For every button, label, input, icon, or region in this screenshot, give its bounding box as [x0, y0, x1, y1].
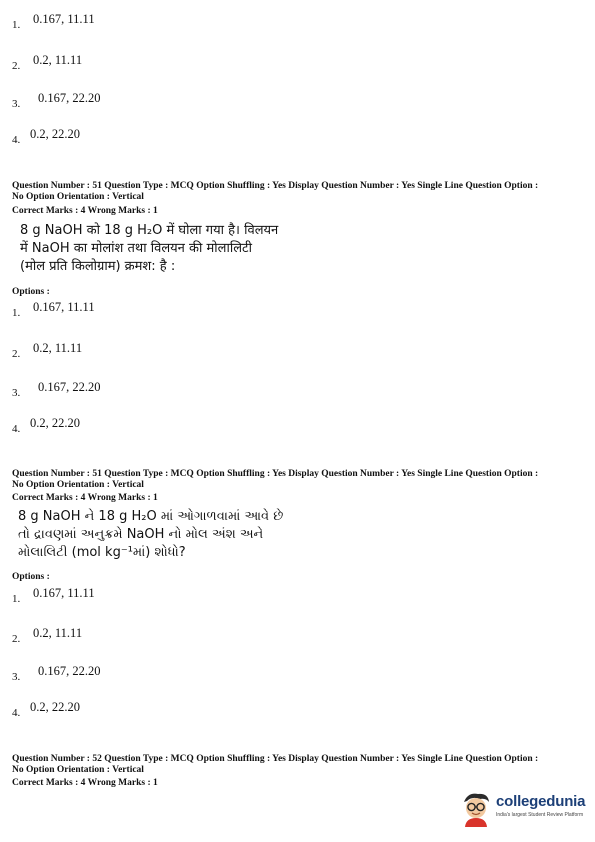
- logo-tagline: India's largest Student Review Platform: [496, 812, 584, 818]
- question-line: મોલાલિટી (mol kg⁻¹માં) શોધો?: [18, 545, 186, 560]
- marks-line: Correct Marks : 4 Wrong Marks : 1: [12, 206, 158, 216]
- question-text: [18, 508, 283, 562]
- option-number: 2.: [12, 60, 21, 72]
- question-meta-line: Question Number : 52 Question Type : MCQ Option Shuffling : Yes Display Question Number : Yes Single Line Question Option :: [12, 754, 539, 764]
- mascot-icon: [458, 790, 494, 828]
- option-number: 4.: [12, 707, 21, 719]
- option-text: 0.2, 11.11: [33, 341, 83, 355]
- option-text: 0.2, 22.20: [30, 416, 80, 430]
- option-text: 0.167, 11.11: [33, 586, 95, 600]
- option-text: 0.167, 11.11: [33, 300, 95, 314]
- question-meta-line: No Option Orientation : Vertical: [12, 480, 144, 490]
- question-line: (मोल प्रति किलोग्राम) क्रमश: है :: [20, 259, 176, 274]
- question-meta-line: Question Number : 51 Question Type : MCQ Option Shuffling : Yes Display Question Number : Yes Single Line Question Option :: [12, 469, 539, 479]
- question-meta: [12, 469, 584, 491]
- marks-line: Correct Marks : 4 Wrong Marks : 1: [12, 778, 158, 788]
- question-line: में NaOH का मोलांश तथा विलयन की मोलालिटी: [20, 241, 252, 256]
- question-meta: [12, 754, 584, 776]
- option-number: 1.: [12, 593, 21, 605]
- option-text: 0.2, 11.11: [33, 53, 83, 67]
- option-text: 0.2, 11.11: [33, 626, 83, 640]
- options-label: Options :: [12, 287, 50, 297]
- option-text: 0.167, 11.11: [33, 12, 95, 26]
- option-number: 2.: [12, 348, 21, 360]
- logo-wordmark: collegedunia: [496, 793, 586, 810]
- option-number: 1.: [12, 307, 21, 319]
- option-number: 4.: [12, 134, 21, 146]
- option-number: 1.: [12, 19, 21, 31]
- option-text: 0.167, 22.20: [38, 380, 101, 394]
- question-meta-line: No Option Orientation : Vertical: [12, 192, 144, 202]
- option-text: 0.167, 22.20: [38, 91, 101, 105]
- question-line: 8 g NaOH ને 18 g H₂O માં ઓગાળવામાં આવે છે: [18, 509, 284, 524]
- option-number: 2.: [12, 633, 21, 645]
- question-text: [20, 222, 278, 276]
- option-text: 0.2, 22.20: [30, 700, 80, 714]
- question-line: 8 g NaOH को 18 g H₂O में घोला गया है। विलयन: [20, 223, 279, 238]
- option-number: 3.: [12, 98, 21, 110]
- option-text: 0.2, 22.20: [30, 127, 80, 141]
- marks-line: Correct Marks : 4 Wrong Marks : 1: [12, 493, 158, 503]
- question-meta-line: No Option Orientation : Vertical: [12, 765, 144, 775]
- options-label: Options :: [12, 572, 50, 582]
- question-meta: [12, 181, 584, 203]
- option-number: 4.: [12, 423, 21, 435]
- option-number: 3.: [12, 387, 21, 399]
- question-line: તો દ્રાવણમાં અનુક્રમે NaOH નો મોલ અંશ અને: [18, 527, 264, 542]
- question-meta-line: Question Number : 51 Question Type : MCQ Option Shuffling : Yes Display Question Number : Yes Single Line Question Option :: [12, 181, 539, 191]
- option-number: 3.: [12, 671, 21, 683]
- option-text: 0.167, 22.20: [38, 664, 101, 678]
- collegedunia-logo[interactable]: [458, 790, 588, 830]
